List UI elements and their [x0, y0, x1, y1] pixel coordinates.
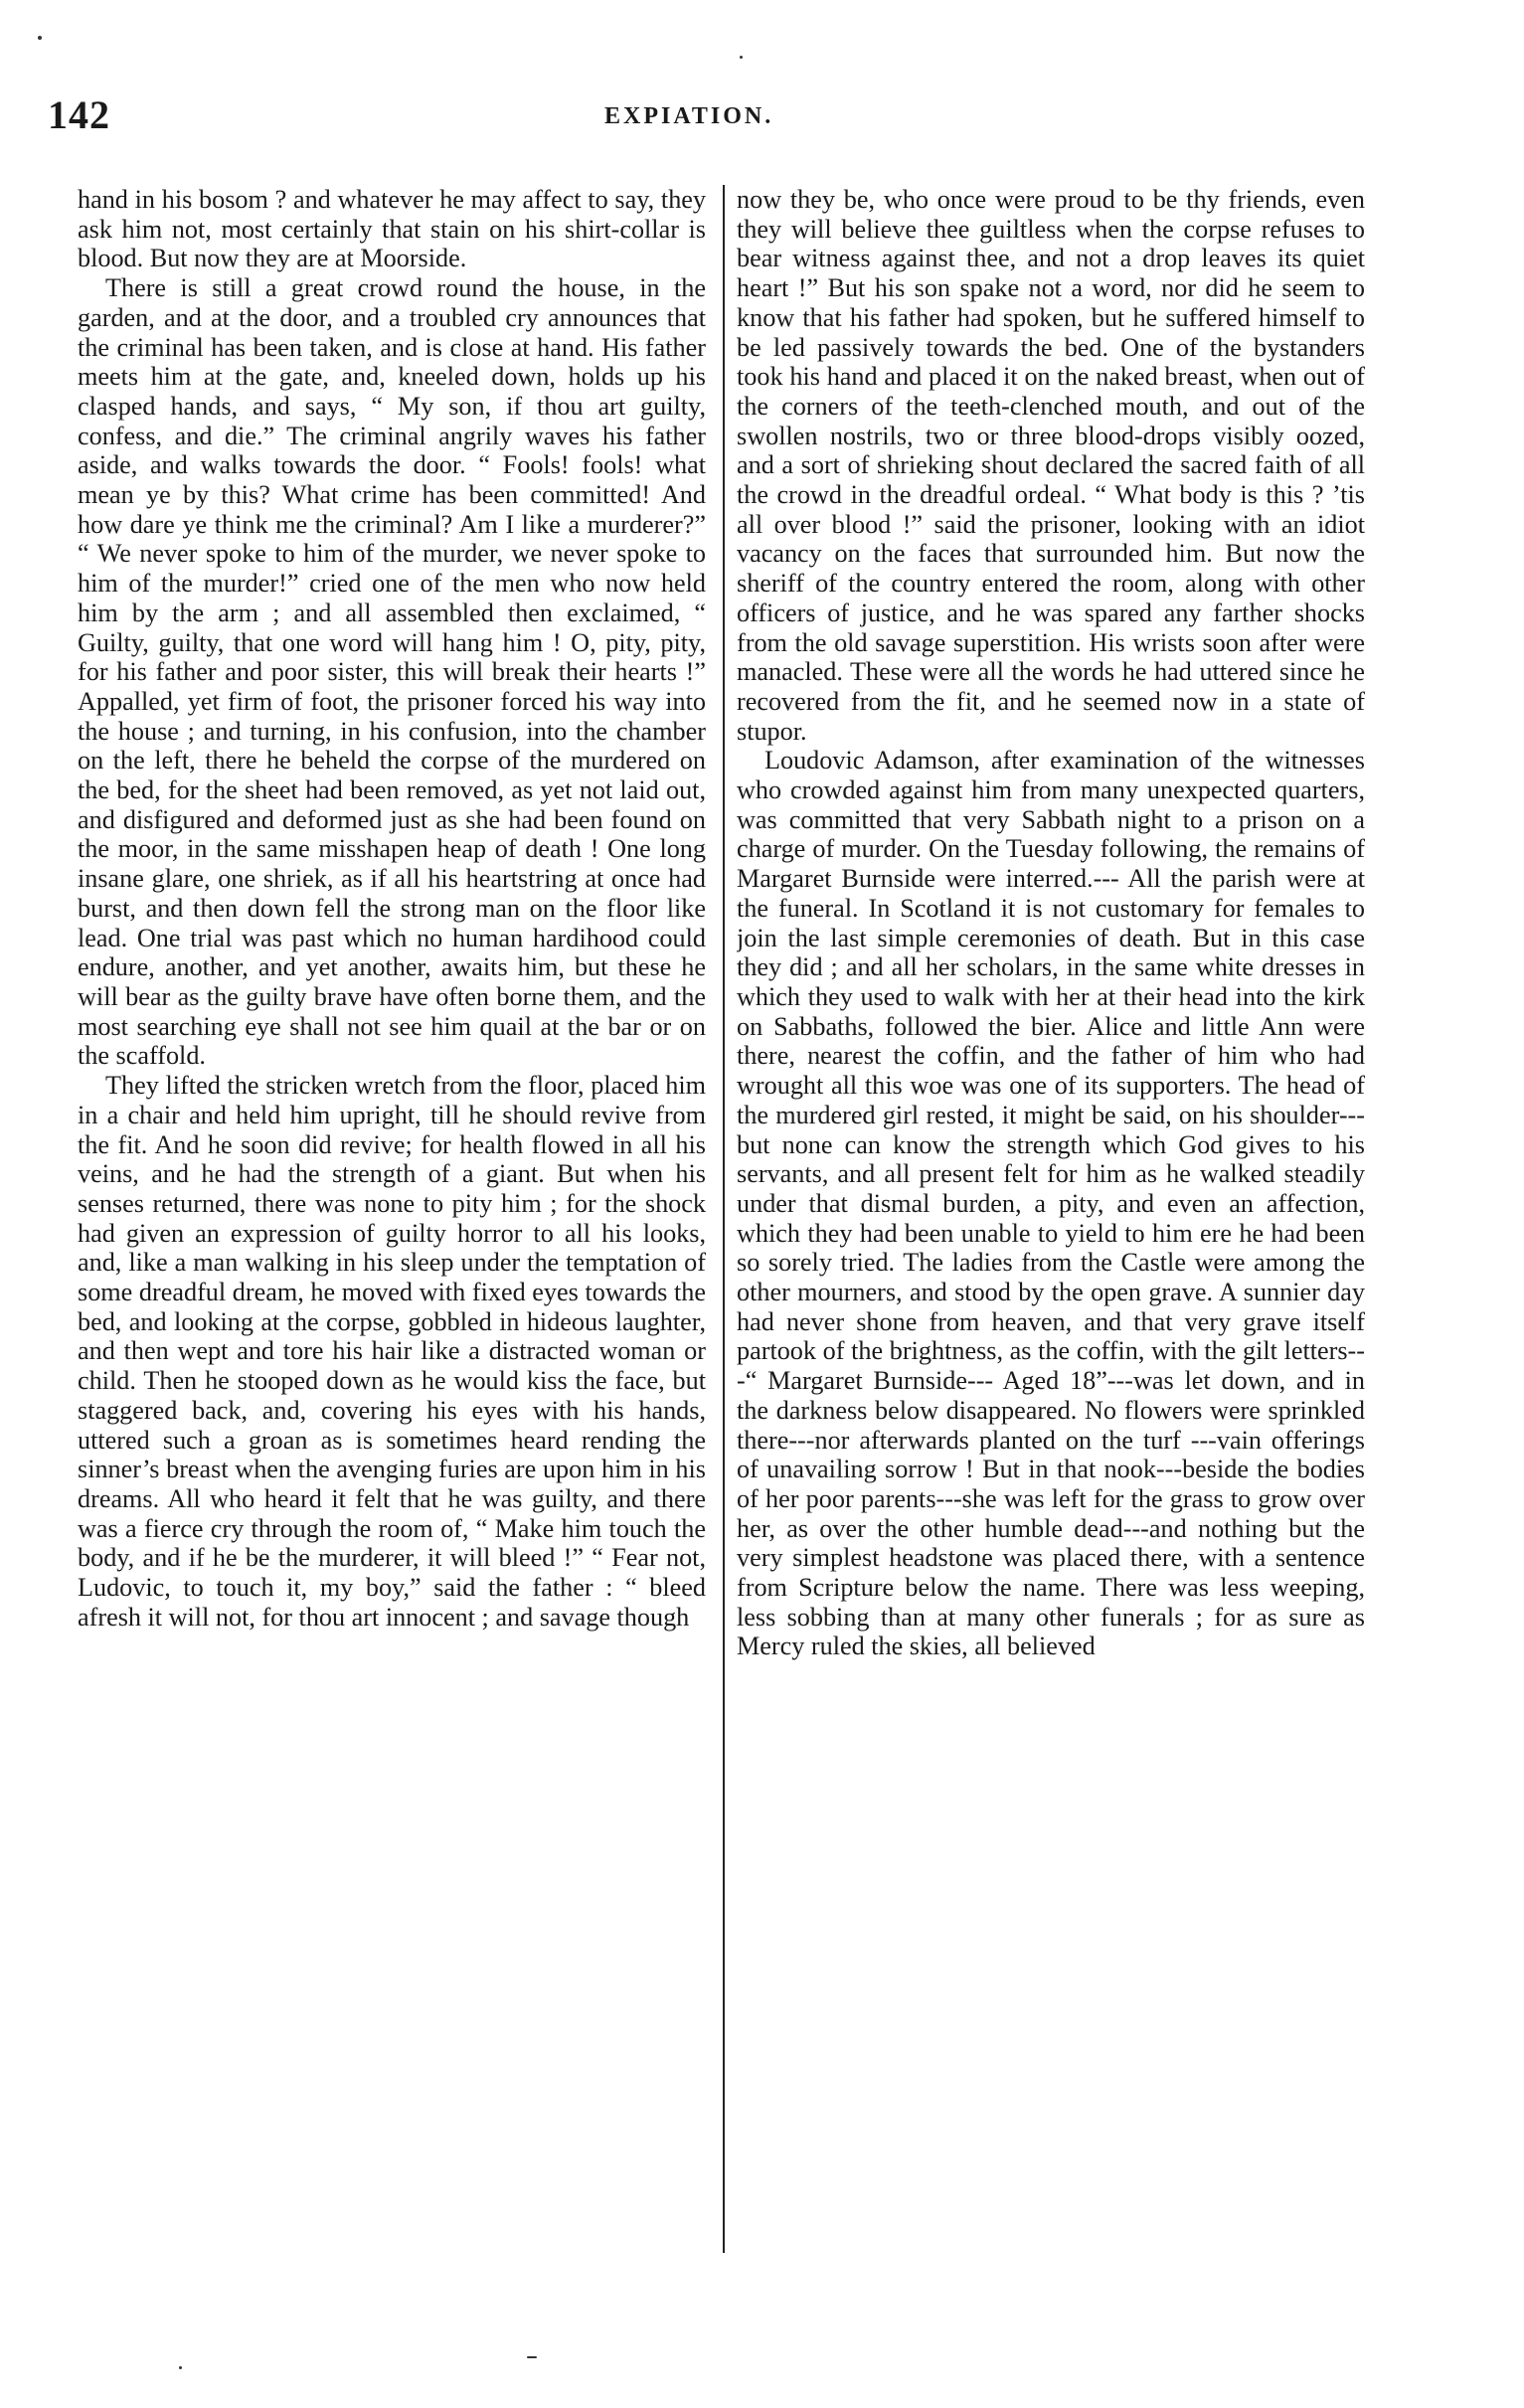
page-number: 142 [48, 92, 110, 137]
left-column [78, 185, 706, 2273]
running-title: EXPIATION. [604, 103, 774, 129]
right-column [737, 185, 1365, 2273]
print-speck [527, 2356, 537, 2358]
column-divider [723, 185, 725, 2253]
paragraph: There is still a great crowd round the house, in the garden, and at the door, and a troubled cry announces that the criminal has been taken, and is close at hand. His father meets him at the gate, and, kneeled down, holds up his clasped hands, and says, “ My son, if thou art guilty, confess, and die.” The criminal angrily waves his father aside, and walks towards the door. “ Fools! fools! what mean ye by this? What crime has been committed! And how dare ye think me the criminal? Am I like a murderer?” “ We never spoke to him of the murder, we never spoke to him of the murder!” cried one of the men who now held him by the arm ; and all assembled then exclaimed, “ Guilty, guilty, that one word will hang him ! O, pity, pity, for his father and poor sister, this will break their hearts !” Appalled, yet firm of foot, the prisoner forced his way into the house ; and turning, in his confusion, into the chamber on the left, there he beheld the corpse of the murdered on the bed, for the sheet had been removed, as yet not laid out, and disfigured and deformed just as she had been found on the moor, in the same misshapen heap of death ! One long insane glare, one shriek, as if all his heartstring at once had burst, and then down fell the strong man on the floor like lead. One trial was past which no human hardihood could endure, another, and yet another, awaits him, but these he will bear as the guilty brave have often borne them, and the most searching eye shall not see him quail at the bar or on the scaffold. [78, 273, 706, 1071]
paragraph: Loudovic Adamson, after examination of the witnesses who crowded against him from many unexpected quarters, was committed that very Sabbath night to a prison on a charge of murder. On the Tuesday following, the remains of Margaret Burnside were interred.--- All the parish were at the funeral. In Scotland it is not customary for females to join the last simple ceremonies of death. But in this case they did ; and all her scholars, in the same white dresses in which they used to walk with her at their head into the kirk on Sabbaths, followed the bier. Alice and little Ann were there, nearest the coffin, and the father of him who had wrought all this woe was one of its supporters. The head of the murdered girl rested, it might be said, on his shoulder--- but none can know the strength which God gives to his servants, and all present felt for him as he walked steadily under that dismal burden, a pity, and even an affection, which they had been unable to yield to him ere he had been so sorely tried. The ladies from the Castle were among the other mourners, and stood by the open grave. A sunnier day had never shone from heaven, and that very grave itself partook of the brightness, as the coffin, with the gilt letters---“ Margaret Burnside--- Aged 18”---was let down, and in the darkness below disappeared. No flowers were sprinkled there---nor afterwards planted on the turf ---vain offerings of unavailing sorrow ! But in that nook---beside the bodies of her poor parents---she was left for the grass to grow over her, as over the other humble dead---and nothing but the very simplest headstone was placed there, with a sentence from Scripture below the name. There was less weeping, less sobbing than at many other funerals ; for as sure as Mercy ruled the skies, all believed [737, 746, 1365, 1661]
print-speck [740, 56, 743, 59]
paragraph: They lifted the stricken wretch from the floor, placed him in a chair and held him upright, till he should revive from the fit. And he soon did revive; for health flowed in all his veins, and he had the strength of a giant. But when his senses returned, there was none to pity him ; for the shock had given an expression of guilty horror to all his looks, and, like a man walking in his sleep under the temptation of some dreadful dream, he moved with fixed eyes towards the bed, and looking at the corpse, gobbled in hideous laughter, and then wept and tore his hair like a distracted woman or child. Then he stooped down as he would kiss the face, but staggered back, and, covering his eyes with his hands, uttered such a groan as is sometimes heard rending the sinner’s breast when the avenging furies are upon him in his dreams. All who heard it felt that he was guilty, and there was a fierce cry through the room of, “ Make him touch the body, and if he be the murderer, it will bleed !” “ Fear not, Ludovic, to touch it, my boy,” said the father : “ bleed afresh it will not, for thou art innocent ; and savage though [78, 1071, 706, 1632]
paragraph: now they be, who once were proud to be thy friends, even they will believe thee guiltless when the corpse refuses to bear witness against thee, and not a drop leaves its quiet heart !” But his son spake not a word, nor did he seem to know that his father had spoken, but he suffered himself to be led passively towards the bed. One of the bystanders took his hand and placed it on the naked breast, when out of the corners of the teeth-clenched mouth, and out of the swollen nostrils, two or three blood-drops visibly oozed, and a sort of shrieking shout declared the sacred faith of all the crowd in the dreadful ordeal. “ What body is this ? ’tis all over blood !” said the prisoner, looking with an idiot vacancy on the faces that surrounded him. But now the sheriff of the country entered the room, along with other officers of justice, and he was spared any farther shocks from the old savage superstition. His wrists soon after were manacled. These were all the words he had uttered since he recovered from the fit, and he seemed now in a state of stupor. [737, 185, 1365, 746]
print-speck [179, 2366, 182, 2369]
print-speck [38, 36, 42, 40]
paragraph: hand in his bosom ? and whatever he may affect to say, they ask him not, most certainly that stain on his shirt-collar is blood. But now they are at Moorside. [78, 185, 706, 273]
page-header [48, 91, 1380, 161]
